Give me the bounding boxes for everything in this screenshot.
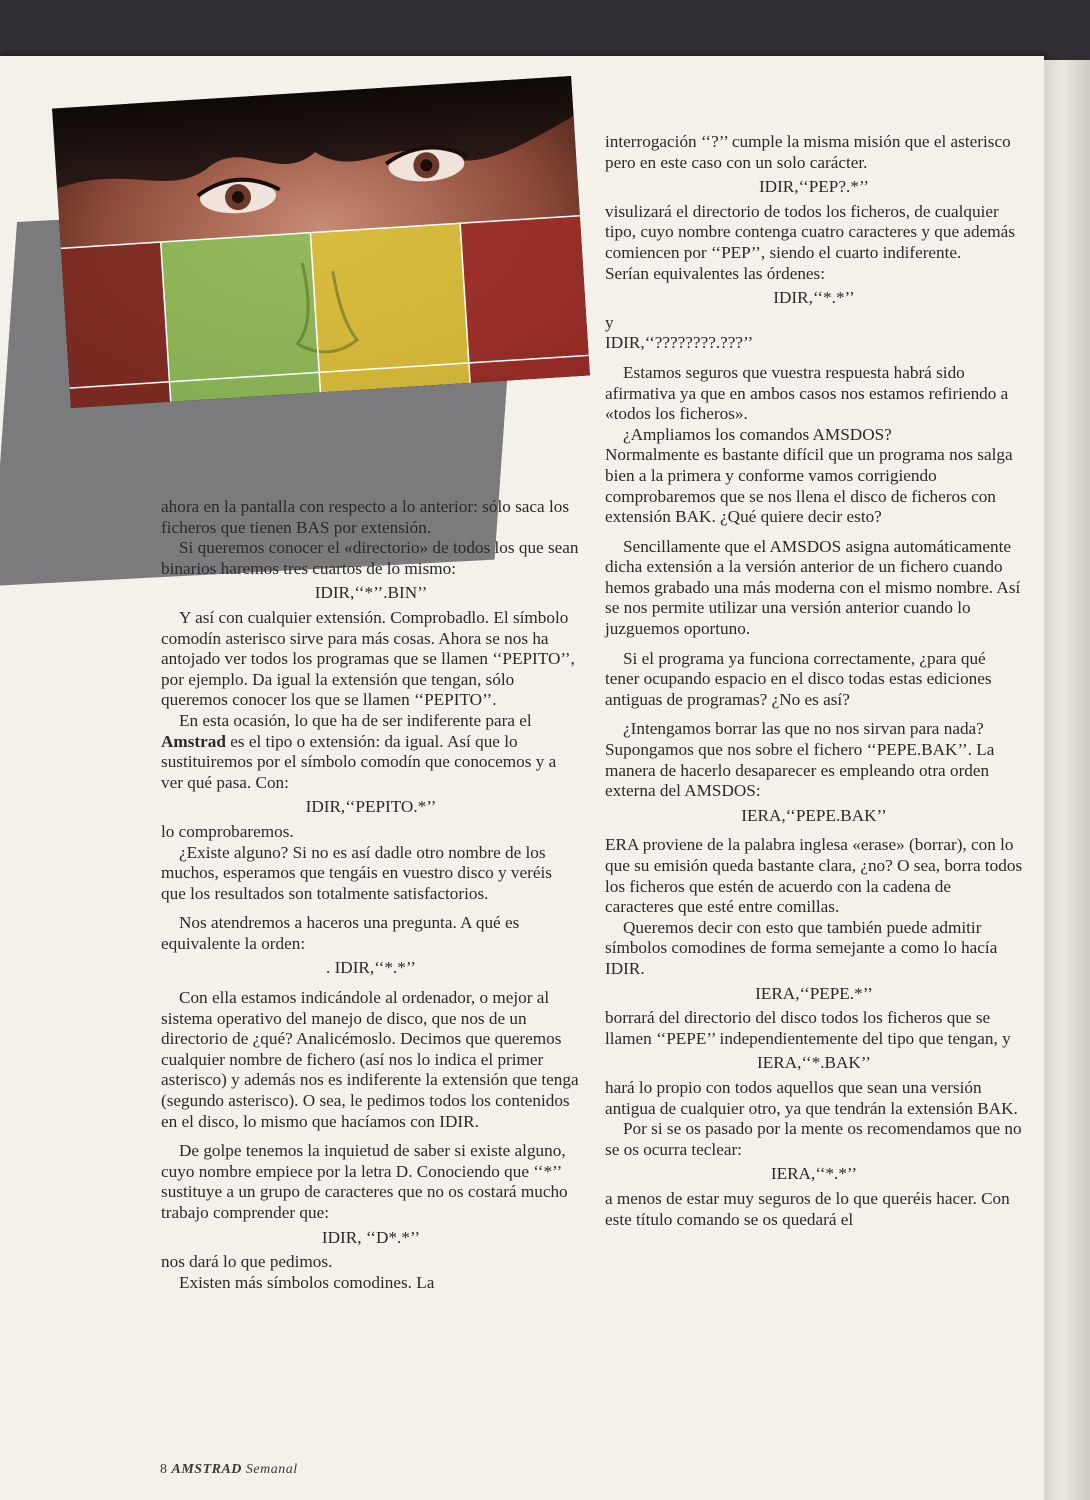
crimson-panel — [460, 216, 590, 383]
yellow-panel — [310, 223, 470, 392]
paragraph-text: En esta ocasión, lo que ha de ser indiferente para el — [179, 710, 532, 730]
command-line: . IDIR,‘‘*.*’’ — [325, 958, 417, 978]
next-page-edge — [1044, 60, 1090, 1500]
paragraph: visulizará el directorio de todos los ficheros, de cualquier tipo, cuyo nombre contenga cuatro caracteres y que además comiencen por ‘‘PEP’’, siendo el cuarto indiferente. — [605, 201, 1015, 262]
paragraph: borrará del directorio del disco todos los ficheros que se llamen ‘‘PEPE’’ independientemente del tipo que tengan, y — [605, 1008, 1011, 1048]
paragraph: ¿Ampliamos los comandos AMSDOS? — [623, 424, 892, 444]
paragraph: Si queremos conocer el «directorio» de todos los que sean binarios haremos tres cuartos de lo mismo: — [161, 538, 579, 578]
paragraph: ¿Intengamos borrar las que no nos sirvan para nada? Supongamos que nos sobre el fichero ‘‘PEPE.BAK’’. La manera de hacerlo desaparecer es empleando otra orden externa del AMSDOS: — [605, 719, 995, 801]
paragraph: Queremos decir con esto que también puede admitir símbolos comodines de forma semejante a como lo hacía IDIR. — [605, 917, 998, 978]
green-panel — [161, 233, 321, 402]
article-column-right — [605, 132, 1023, 1230]
illustration — [17, 92, 587, 502]
paragraph: Sencillamente que el AMSDOS asigna automáticamente dicha extensión a la versión anterior de un fichero cuando hemos grabado una más moderna con el mismo nombre. Así se nos permite utilizar una versión anterior cuando lo juzguemos oportuno. — [605, 536, 1021, 639]
paragraph: Con ella estamos indicándole al ordenador, o mejor al sistema operativo del manejo de disco, que nos de un directorio de ¿qué? Analicémoslo. Decimos que queremos cualquier nombre de fichero (así nos lo indica el primer asterisco) y además nos es indiferente la extensión que tenga (segundo asterisco). O sea, le pedimos todos los contenidos en el disco, lo mismo que hacíamos con IDIR. — [161, 988, 579, 1131]
command-line: IERA,‘‘PEPE.*’’ — [755, 983, 873, 1003]
paragraph: ¿Existe alguno? Si no es así dadle otro nombre de los muchos, esperamos que tengáis en vuestro disco y veréis que los resultados son totalmente satisfactorios. — [161, 842, 552, 903]
command-line: IERA,‘‘*.BAK’’ — [757, 1053, 871, 1073]
command-line: IDIR, ‘‘D*.*’’ — [321, 1227, 421, 1247]
paragraph: De golpe tenemos la inquietud de saber si existe alguno, cuyo nombre empiece por la letra D. Conociendo que ‘‘*’’ sustituye a un grupo de caracteres que no os costará mucho trabajo comprender que: — [161, 1141, 568, 1222]
paragraph-text: es el tipo o extensión: da igual. Así que lo sustituiremos por el símbolo comodín que conocemos y a ver qué pasa. Con: — [161, 731, 557, 792]
magazine-brand: AMSTRAD — [171, 1462, 242, 1477]
paragraph: y — [605, 312, 614, 332]
face-photo — [52, 76, 590, 408]
emphasis-amstrad: Amstrad — [161, 731, 226, 751]
paragraph: Normalmente es bastante difícil que un programa nos salga bien a la primera y conforme vamos corrigiendo comprobaremos que se nos llena el disco de ficheros con extensión BAK. ¿Qué quiere decir esto? — [605, 445, 1013, 527]
paragraph: lo comprobaremos. — [161, 821, 294, 841]
paragraph: ERA proviene de la palabra inglesa «erase» (borrar), con lo que su emisión queda bastante clara, ¿no? O sea, borra todos los ficheros que estén de acuerdo con la cadena de caracteres que esté entre comillas. — [605, 835, 1023, 917]
page-footer — [160, 1462, 298, 1478]
paragraph — [161, 711, 581, 793]
paragraph: a menos de estar muy seguros de lo que queréis hacer. Con este título comando se os quedará el — [605, 1188, 1010, 1229]
paragraph: interrogación ‘‘?’’ cumple la misma misión que el asterisco pero en este caso con un solo carácter. — [605, 132, 1011, 172]
paragraph: Nos atendremos a haceros una pregunta. A qué es equivalente la orden: — [161, 913, 520, 953]
command-line: IDIR,‘‘PEP?.*’’ — [758, 177, 870, 197]
command-line: IDIR,‘‘????????.???’’ — [605, 333, 754, 353]
paragraph: Serían equivalentes las órdenes: — [605, 263, 826, 283]
paragraph: Y así con cualquier extensión. Comprobadlo. El símbolo comodín asterisco sirve para más cosas. Ahora se nos ha antojado ver todos los programas que se llamen ‘‘PEPITO’’, por ejemplo. Da igual la extensión que tengan, sólo queremos conocer los que se llamen ‘‘PEPITO’’. — [161, 607, 575, 710]
paragraph: Si el programa ya funciona correctamente, ¿para qué tener ocupando espacio en el disco todas estas ediciones antiguas de programas? ¿No es así? — [605, 648, 992, 709]
magazine-issue: Semanal — [245, 1462, 298, 1477]
article-column-left — [161, 497, 581, 1293]
paragraph: Por si se os pasado por la mente os recomendamos que no se os ocurra teclear: — [605, 1119, 1022, 1159]
paragraph: Estamos seguros que vuestra respuesta habrá sido afirmativa ya que en ambos casos nos estamos refiriendo a «todos los ficheros». — [605, 362, 1009, 424]
paragraph: hará lo propio con todos aquellos que sean una versión antigua de cualquier otro, ya que tendrán la extensión BAK. — [605, 1077, 1018, 1118]
command-line: IERA,‘‘*.*’’ — [770, 1164, 858, 1184]
command-line: IDIR,‘‘*.*’’ — [773, 288, 855, 308]
paragraph: nos dará lo que pedimos. — [161, 1252, 333, 1272]
command-line: IERA,‘‘PEPE.BAK’’ — [741, 805, 887, 825]
page-number: 8 — [160, 1462, 168, 1477]
paragraph: Existen más símbolos comodines. La — [179, 1272, 435, 1292]
command-line: IDIR,‘‘*’’.BIN’’ — [314, 583, 428, 603]
paragraph: ahora en la pantalla con respecto a lo anterior: sólo saca los ficheros que tienen BAS por extensión. — [161, 497, 570, 537]
command-line: IDIR,‘‘PEPITO.*’’ — [305, 797, 437, 817]
